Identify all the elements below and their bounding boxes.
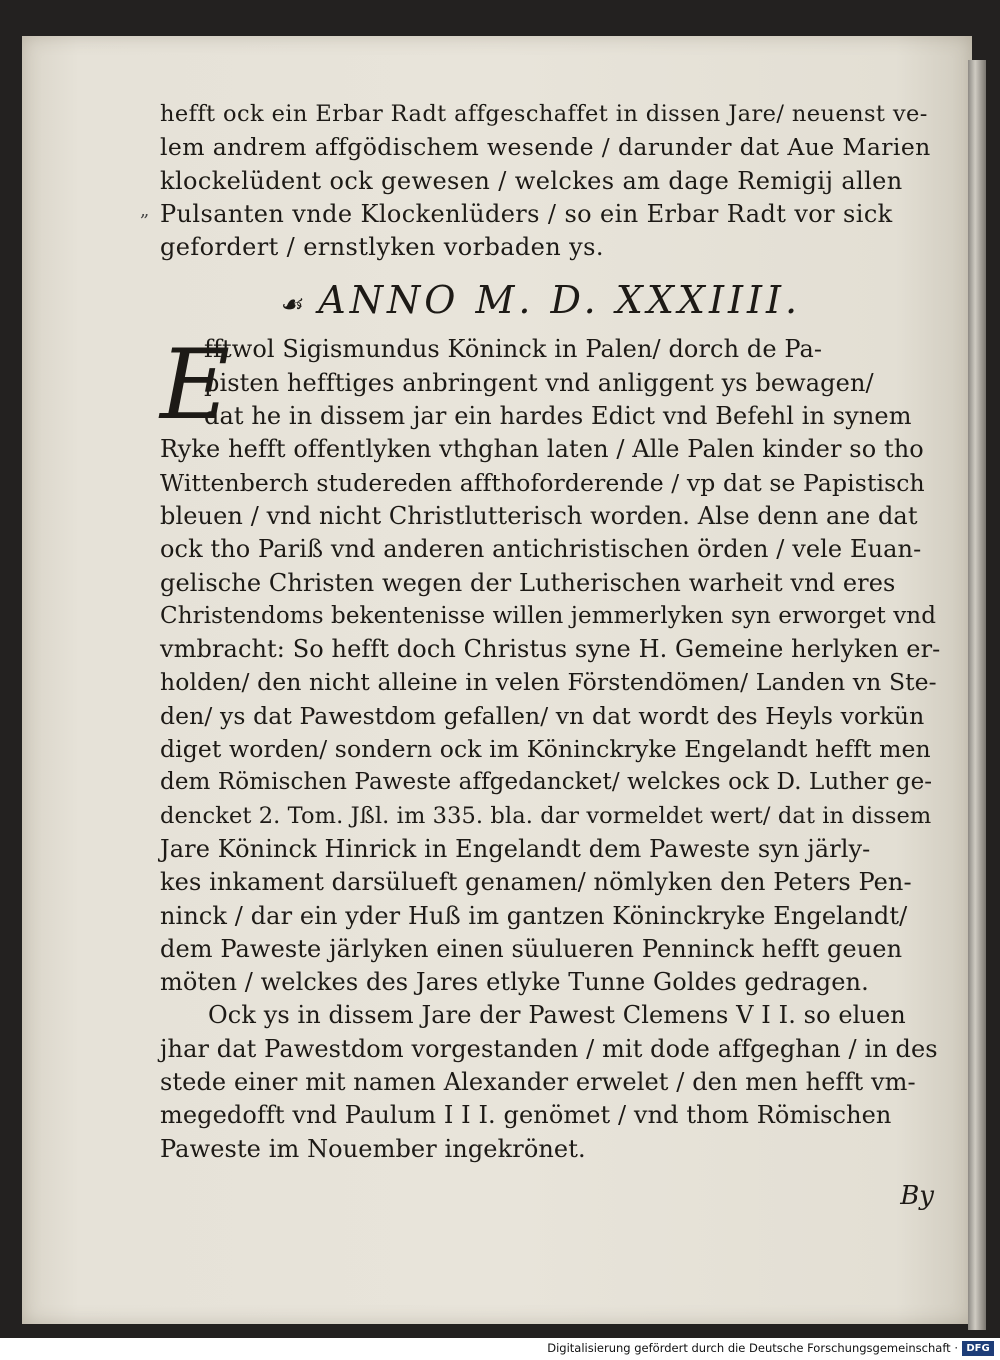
text-line: dem Römischen Paweste affgedancket/ welckes ock D. Luther ge- (160, 769, 933, 796)
dfg-logo: DFG (962, 1341, 994, 1356)
text-line: lem andrem affgödischem wesende / darunder dat Aue Marien (160, 133, 931, 162)
text-line: jhar dat Pawestdom vorgestanden / mit dode affgeghan / in des (160, 1034, 938, 1063)
text-line: Ryke hefft offentlyken vthghan laten / Alle Palen kinder so tho (160, 435, 924, 464)
funding-credit: Digitalisierung gefördert durch die Deutsche Forschungsgemeinschaft · (547, 1341, 958, 1355)
text-line: den/ ys dat Pawestdom gefallen/ vn dat wordt des Heyls vorkün (160, 701, 925, 730)
text-line: klockelüdent ock gewesen / welckes am dage Remigij allen (160, 166, 903, 195)
paragraph-2 (160, 329, 941, 999)
text-line: ninck / dar ein yder Huß im gantzen Köninckryke Engelandt/ (160, 901, 908, 930)
text-line: möten / welckes des Jares etlyke Tunne Goldes gedragen. (160, 968, 869, 997)
text-line: Jare Köninck Hinrick in Engelandt dem Paweste syn järly- (160, 834, 871, 863)
catchword: By (900, 1180, 934, 1211)
book-page (22, 36, 972, 1324)
text-block (160, 98, 940, 1216)
text-line: kes inkament darsülueft genamen/ nömlyken den Peters Pen- (160, 868, 912, 897)
text-line: dat he in dissem jar ein hardes Edict vnd Befehl in synem (204, 402, 912, 431)
text-line: fftwol Sigismundus Köninck in Palen/ dorch de Pa- (204, 335, 823, 364)
year-heading (160, 278, 940, 327)
text-line: gefordert / ernstlyken vorbaden ys. (160, 233, 604, 262)
paragraph-3 (160, 999, 940, 1165)
text-line: Wittenberch studereden affthoforderende / vp dat se Papistisch (160, 468, 925, 497)
text-line: hefft ock ein Erbar Radt affgeschaffet in dissen Jare/ neuenst ve- (160, 101, 928, 127)
text-line: bleuen / vnd nicht Christlutterisch worden. Alse denn ane dat (160, 501, 918, 530)
text-line: ock tho Pariß vnd anderen antichristischen örden / vele Euan- (160, 535, 922, 564)
text-line: pisten hefftiges anbringent vnd anliggent ys bewagen/ (204, 368, 874, 397)
text-line: holden/ den nicht alleine in velen Förstendömen/ Landen vn Ste- (160, 668, 937, 697)
text-line: gelische Christen wegen der Lutherischen warheit vnd eres (160, 568, 896, 597)
page-edge (968, 60, 986, 1330)
text-line: Pulsanten vnde Klockenlüders / so ein Erbar Radt vor sick (160, 199, 893, 228)
text-line: stede einer mit namen Alexander erwelet / den men hefft vm- (160, 1068, 916, 1097)
text-line: diget worden/ sondern ock im Köninckryke Engelandt hefft men (160, 735, 931, 764)
text-line: dem Paweste järlyken einen süulueren Penninck hefft geuen (160, 934, 903, 963)
paragraph-1 (160, 98, 940, 264)
text-line: vmbracht: So hefft doch Christus syne H. Gemeine herlyken er- (160, 635, 941, 664)
text-line: Christendoms bekentenisse willen jemmerlyken syn erworget vnd (160, 602, 937, 629)
text-line: dencket 2. Tom. Jßl. im 335. bla. dar vormeldet wert/ dat in dissem (160, 802, 932, 829)
flourish-ornament: ☙ (278, 290, 303, 321)
footer-bar (0, 1338, 1000, 1360)
text-line: Paweste im Nouember ingekrönet. (160, 1134, 586, 1163)
text-line: Ock ys in dissem Jare der Pawest Clemens V I I. so eluen (208, 1001, 906, 1030)
heading-text: ANNO M. D. XXXIIII. (318, 278, 802, 323)
text-line: megedofft vnd Paulum I I I. genömet / vnd thom Römischen (160, 1101, 892, 1130)
margin-mark: „ (140, 200, 150, 221)
drop-cap: E (160, 329, 231, 442)
